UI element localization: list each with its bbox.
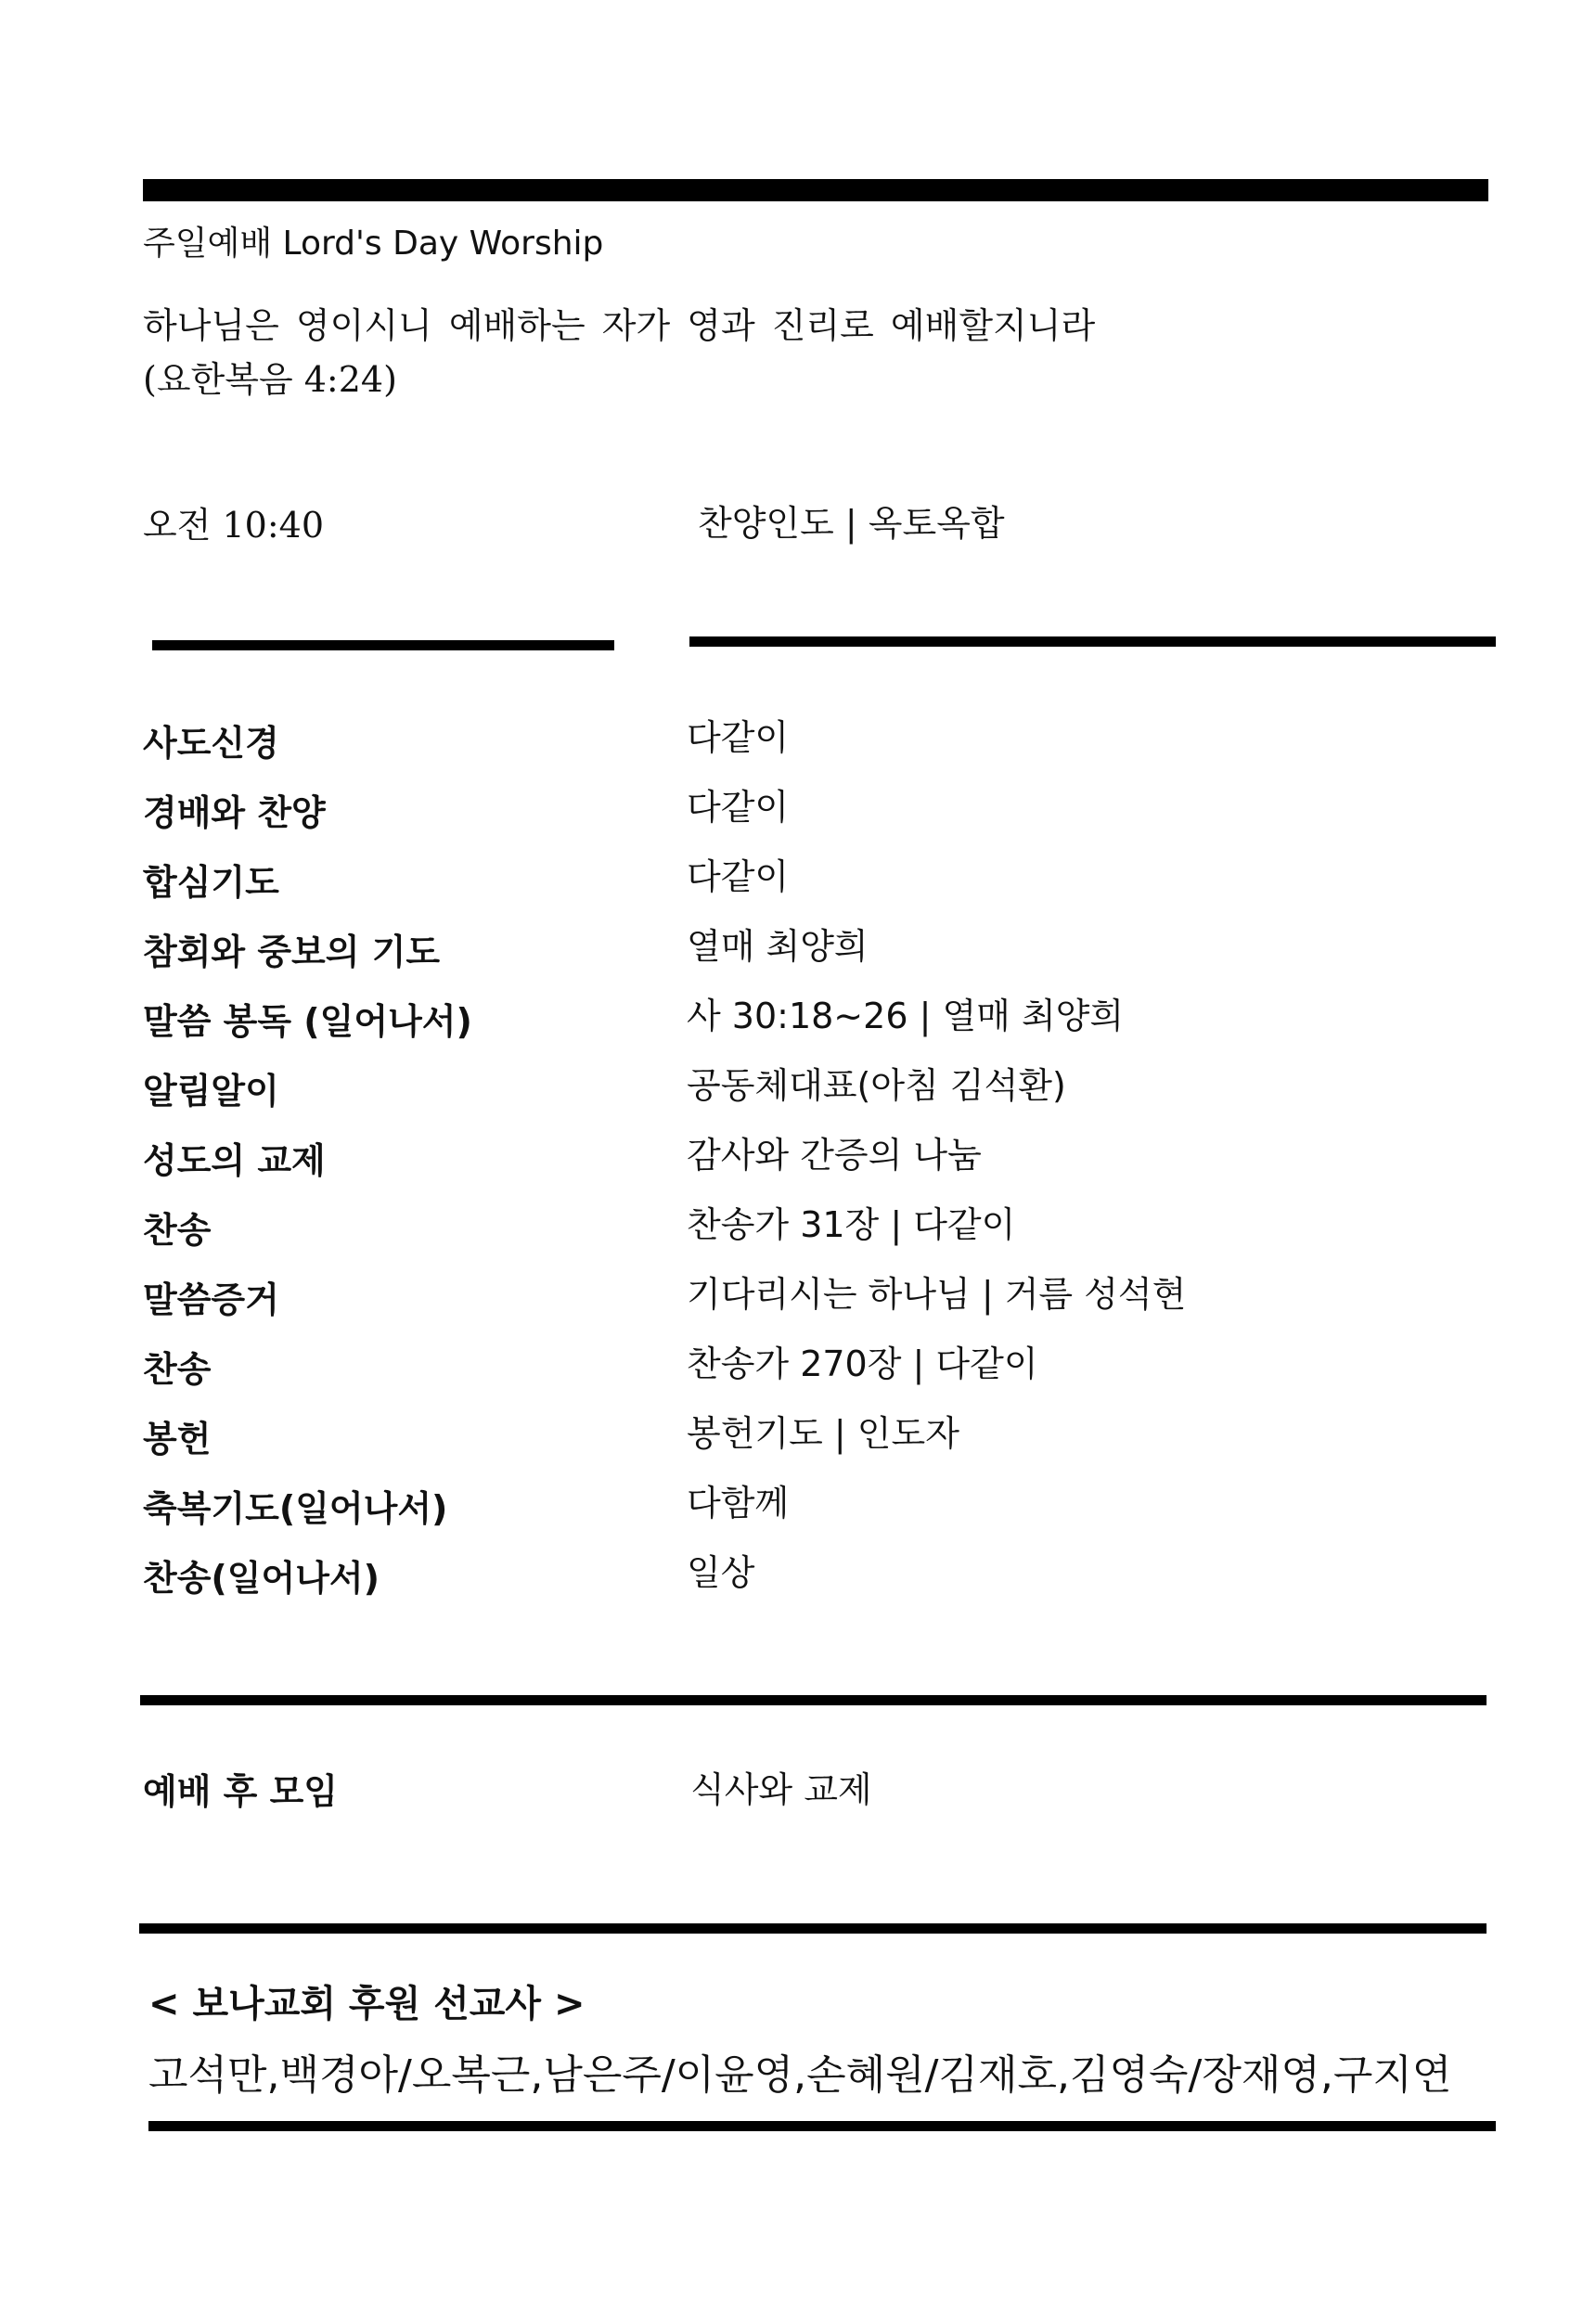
after-worship-value: 식사와 교제 [690,1769,872,1810]
missionary-top-rule [139,1923,1487,1934]
after-section-rule [140,1695,1487,1705]
order-value: 다함께 [687,1483,790,1523]
order-value: 찬송가 270장 | 다같이 [687,1343,1038,1384]
order-label: 경배와 찬양 [143,792,326,833]
order-value: 감사와 간증의 나눔 [687,1135,982,1176]
list-item [0,784,1596,854]
service-time: 오전 10:40 [143,505,325,546]
order-value: 공동체대표(아침 김석환) [687,1065,1066,1106]
order-label: 봉헌 [143,1419,212,1459]
list-item [0,1480,1596,1549]
list-item [0,1062,1596,1132]
order-value: 다같이 [687,717,790,758]
service-title: 주일예배 Lord's Day Worship [143,225,604,263]
order-label: 사도신경 [143,723,279,764]
bottom-rule [148,2121,1496,2131]
order-value: 다같이 [687,856,790,897]
order-label: 축복기도(일어나서) [143,1488,448,1529]
order-label: 말씀증거 [143,1279,279,1320]
top-rule [143,179,1488,201]
order-value: 찬송가 31장 | 다같이 [687,1204,1016,1245]
list-item [0,1202,1596,1271]
right-section-rule [689,636,1496,647]
left-section-rule [152,640,614,650]
order-value: 일상 [687,1552,755,1593]
order-label: 성도의 교제 [143,1140,326,1181]
order-label: 합심기도 [143,862,279,903]
list-item [0,1410,1596,1480]
list-item [0,1132,1596,1202]
order-label: 참회와 중보의 기도 [143,932,441,972]
order-label: 알림알이 [143,1071,279,1112]
list-item [0,993,1596,1062]
order-value: 사 30:18~26 | 열매 최양희 [687,996,1125,1036]
list-item [0,1549,1596,1619]
order-value: 기다리시는 하나님 | 거름 성석현 [687,1274,1187,1315]
missionary-names: 고석만,백경아/오복근,남은주/이윤영,손혜원/김재호,김영숙/장재영,구지연 [148,2051,1452,2099]
order-value: 봉헌기도 | 인도자 [687,1413,959,1454]
scripture-reference: (요한복음 4:24) [143,359,397,400]
order-label: 찬송(일어나서) [143,1558,380,1599]
order-value: 열매 최양희 [687,926,869,967]
list-item [0,923,1596,993]
list-item [0,1341,1596,1410]
order-label: 말씀 봉독 (일어나서) [143,1001,472,1042]
worship-leader: 찬양인도 | 옥토옥합 [698,503,1005,544]
after-worship-label: 예배 후 모임 [143,1771,338,1812]
order-value: 다같이 [687,787,790,828]
list-item [0,1271,1596,1341]
list-item [0,714,1596,784]
missionary-heading: < 보나교회 후원 선교사 > [148,1983,586,2025]
scripture-verse: 하나님은 영이시니 예배하는 자가 영과 진리로 예배할지니라 [143,305,1096,346]
order-label: 찬송 [143,1349,212,1390]
order-label: 찬송 [143,1210,212,1251]
list-item [0,854,1596,923]
